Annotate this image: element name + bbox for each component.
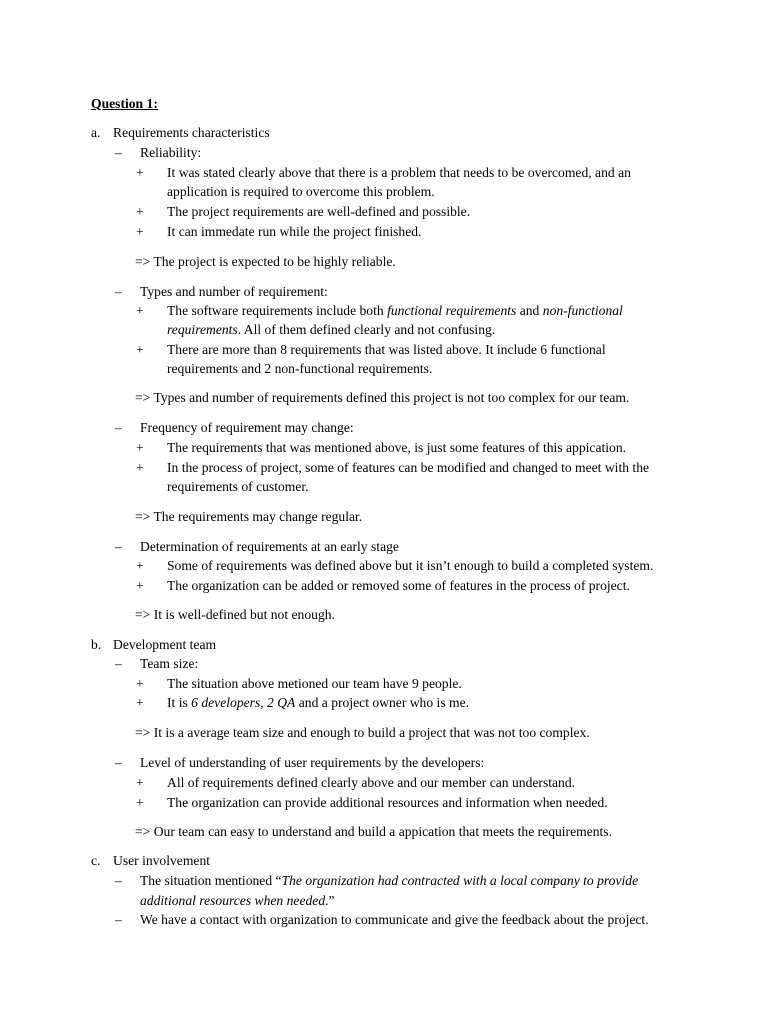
determination-bullet-2: The organization can be added or removed some of features in the process of project. — [167, 578, 630, 593]
understanding-dash: – — [115, 755, 122, 770]
team-size-bullet-1: The situation above metioned our team have 9 people. — [167, 676, 462, 691]
user-involvement-item-2: We have a contact with organization to communicate and give the feedback about the project. — [140, 912, 649, 927]
plus-bullet: + — [136, 165, 144, 180]
team-size-conclusion: => It is a average team size and enough to build a project that was not too complex. — [135, 725, 590, 740]
reliability-conclusion: => The project is expected to be highly reliable. — [135, 254, 396, 269]
plus-bullet: + — [136, 558, 144, 573]
team-size-bullet-2 — [167, 693, 469, 713]
types-bullet-1-emphasis-2: non-functional — [542, 303, 623, 318]
types-dash: – — [115, 284, 122, 299]
user-involvement-item-1-quote-1: The organization had contracted with a local company to provide — [281, 873, 639, 888]
determination-label: Determination of requirements at an early stage — [140, 539, 399, 554]
reliability-bullet-1-line-2: application is required to overcome this problem. — [167, 184, 435, 199]
plus-bullet: + — [136, 342, 144, 357]
reliability-bullet-2: The project requirements are well-defined and possible. — [167, 204, 471, 219]
types-conclusion: => Types and number of requirements defined this project is not too complex for our team. — [135, 390, 630, 405]
types-bullet-1-l2-emphasis: requirements — [167, 322, 238, 337]
determination-conclusion: => It is well-defined but not enough. — [135, 607, 335, 622]
user-involvement-item-1-post: .” — [325, 893, 335, 908]
frequency-bullet-2-line-1: In the process of project, some of features can be modified and changed to meet with the — [167, 460, 650, 475]
reliability-bullet-1-line-1: It was stated clearly above that there is a problem that needs to be overcomed, and an — [167, 165, 631, 180]
team-size-dash: – — [115, 656, 122, 671]
frequency-label: Frequency of requirement may change: — [140, 420, 354, 435]
team-size-bullet-2-emphasis: 6 developers, 2 QA — [191, 695, 296, 710]
types-bullet-1-emphasis-1: functional requirements — [387, 303, 517, 318]
user-involvement-item-1-quote-2: additional resources when needed — [140, 893, 326, 908]
types-bullet-1-line-2 — [167, 320, 495, 340]
reliability-bullet-3: It can immedate run while the project finished. — [167, 224, 422, 239]
understanding-conclusion: => Our team can easy to understand and build a appication that meets the requirements. — [135, 824, 612, 839]
types-bullet-2-line-1: There are more than 8 requirements that was listed above. It include 6 functional — [167, 342, 606, 357]
understanding-bullet-1: All of requirements defined clearly above and our member can understand. — [167, 775, 576, 790]
team-size-bullet-2-post: and a project owner who is me. — [295, 695, 470, 710]
plus-bullet: + — [136, 224, 144, 239]
section-b-marker: b. — [91, 637, 102, 652]
types-bullet-1-mid: and — [516, 303, 543, 318]
section-a-title: Requirements characteristics — [113, 125, 270, 140]
team-size-bullet-2-pre: It is — [167, 695, 192, 710]
types-bullet-2-line-2: requirements and 2 non-functional requirements. — [167, 361, 433, 376]
types-bullet-1-line-1 — [167, 301, 623, 321]
team-size-label: Team size: — [140, 656, 199, 671]
plus-bullet: + — [136, 204, 144, 219]
types-bullet-1-l2-rest: . All of them defined clearly and not confusing. — [237, 322, 496, 337]
user-involvement-item-1-line-1 — [140, 871, 638, 891]
types-label: Types and number of requirement: — [140, 284, 328, 299]
understanding-bullet-2: The organization can provide additional resources and information when needed. — [167, 795, 608, 810]
plus-bullet: + — [136, 695, 144, 710]
frequency-conclusion: => The requirements may change regular. — [135, 509, 363, 524]
plus-bullet: + — [136, 460, 144, 475]
user-involvement-item-1-dash: – — [115, 873, 122, 888]
frequency-bullet-1: The requirements that was mentioned above, is just some features of this appication. — [167, 440, 627, 455]
user-involvement-item-2-dash: – — [115, 912, 122, 927]
frequency-dash: – — [115, 420, 122, 435]
plus-bullet: + — [136, 775, 144, 790]
section-a-marker: a. — [91, 125, 101, 140]
user-involvement-item-1-pre: The situation mentioned “ — [140, 873, 282, 888]
section-c-marker: c. — [91, 853, 101, 868]
frequency-bullet-2-line-2: requirements of customer. — [167, 479, 309, 494]
user-involvement-item-1-line-2 — [140, 891, 335, 911]
types-bullet-1-pre: The software requirements include both — [167, 303, 388, 318]
plus-bullet: + — [136, 676, 144, 691]
section-b-title: Development team — [113, 637, 217, 652]
determination-bullet-1: Some of requirements was defined above but it isn’t enough to build a completed system. — [167, 558, 654, 573]
reliability-label: Reliability: — [140, 145, 202, 160]
plus-bullet: + — [136, 578, 144, 593]
page-title: Question 1: — [91, 96, 158, 111]
plus-bullet: + — [136, 795, 144, 810]
reliability-dash: – — [115, 145, 122, 160]
plus-bullet: + — [136, 440, 144, 455]
section-c-title: User involvement — [113, 853, 211, 868]
determination-dash: – — [115, 539, 122, 554]
plus-bullet: + — [136, 303, 144, 318]
understanding-label: Level of understanding of user requirements by the developers: — [140, 755, 485, 770]
